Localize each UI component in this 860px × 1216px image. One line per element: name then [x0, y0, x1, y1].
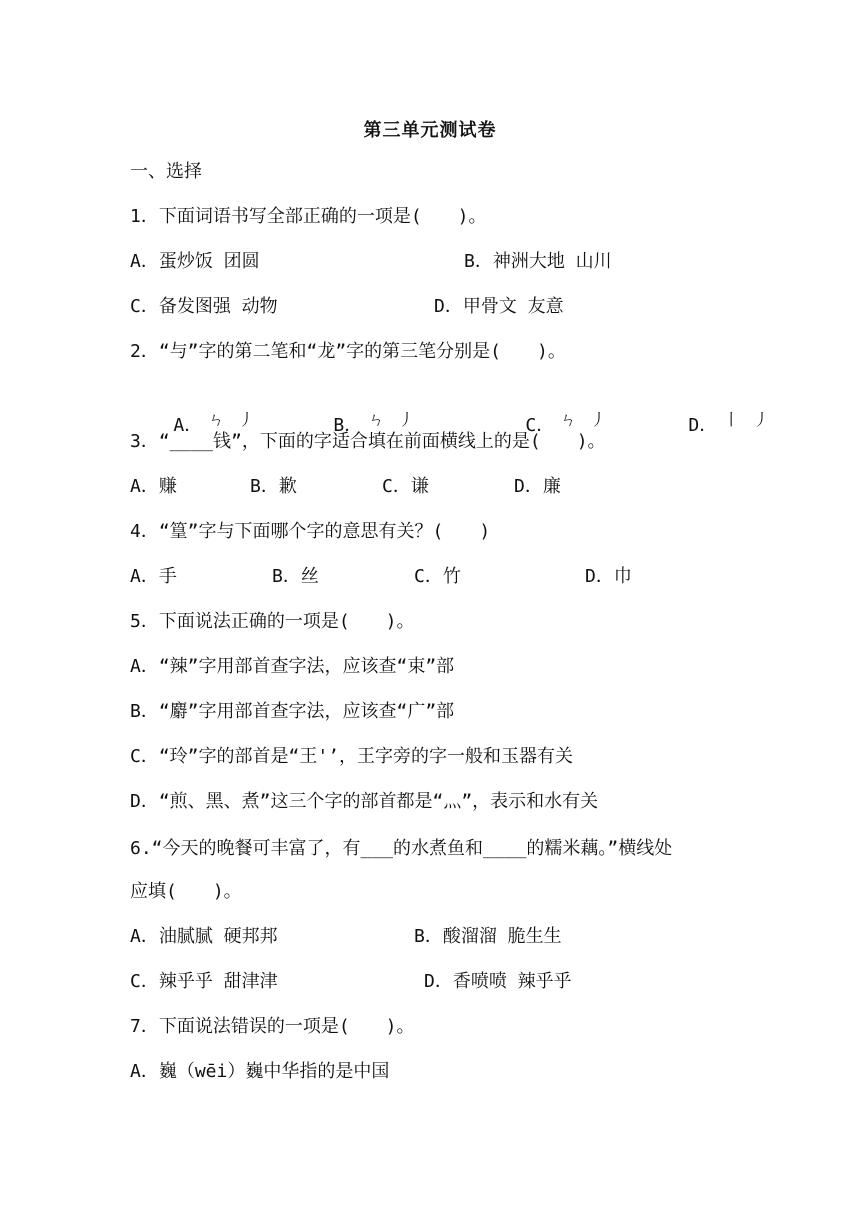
question-5-stem: 5．下面说法正确的一项是( )。: [130, 611, 415, 632]
question-4-stem: 4．“篁”字与下面哪个字的意思有关？( ): [130, 521, 491, 542]
stroke-glyph: ㄣ: [368, 410, 385, 429]
question-6-stem: 6.“今天的晚餐可丰富了，有___的水煮鱼和____的糯米藕。”横线处: [130, 838, 673, 859]
question-5-option-d: D．“煎、黑、煮”这三个字的部首都是“灬”，表示和水有关: [130, 791, 599, 812]
question-2-stem: 2．“与”字的第二笔和“龙”字的第三笔分别是( )。: [130, 341, 566, 362]
option-label: B．: [333, 415, 363, 436]
question-1-option-c: C．备发图强 动物: [130, 296, 278, 317]
question-5-option-c: C．“玲”字的部首是“王'’，王字旁的字一般和玉器有关: [130, 746, 574, 767]
stroke-glyph: 丨: [723, 410, 740, 429]
question-4-option-b: B．丝: [272, 566, 319, 587]
option-label: A．: [173, 415, 203, 436]
question-3-option-c: C．谦: [382, 476, 429, 497]
question-1-option-d: D．甲骨文 友意: [434, 296, 564, 317]
question-5-option-a: A．“辣”字用部首查字法，应该查“束”部: [130, 656, 455, 677]
section-heading: 一、选择: [130, 161, 202, 182]
question-5-option-b: B．“麝”字用部首查字法，应该查“广”部: [130, 701, 455, 722]
question-6-option-b: B．酸溜溜 脆生生: [414, 926, 562, 947]
question-4-option-c: C．竹: [414, 566, 461, 587]
option-label: C．: [525, 415, 555, 436]
question-3-stem: 3．“____钱”，下面的字适合填在前面横线上的是( )。: [130, 431, 606, 452]
question-6-option-c: C．辣乎乎 甜津津: [130, 971, 278, 992]
question-3-option-b: B．歉: [250, 476, 297, 497]
question-3-option-d: D．廉: [514, 476, 561, 497]
page-title: 第三单元测试卷: [363, 120, 497, 141]
question-1-stem: 1．下面词语书写全部正确的一项是( )。: [130, 206, 487, 227]
stroke-glyph: ㄣ: [208, 410, 225, 429]
question-4-option-a: A．手: [130, 566, 177, 587]
question-6-option-d: D．香喷喷 辣乎乎: [424, 971, 572, 992]
question-6-option-a: A．油腻腻 硬邦邦: [130, 926, 278, 947]
question-4-option-d: D．巾: [585, 566, 632, 587]
stroke-glyph: 丿: [238, 410, 255, 429]
stroke-glyph: ㄣ: [560, 410, 577, 429]
question-7-stem: 7．下面说法错误的一项是( )。: [130, 1016, 415, 1037]
question-1-option-a: A．蛋炒饭 团圆: [130, 251, 260, 272]
stroke-glyph: 丿: [398, 410, 415, 429]
question-6-stem-continued: 应填( )。: [130, 881, 242, 902]
question-7-option-a: A．巍（wēi）巍中华指的是中国: [130, 1061, 390, 1082]
question-3-option-a: A．赚: [130, 476, 177, 497]
stroke-glyph: 丿: [590, 410, 607, 429]
question-2-option-d: [645, 390, 769, 462]
option-label: D．: [688, 415, 718, 436]
stroke-glyph: 丿: [753, 410, 770, 429]
question-1-option-b: B．神洲大地 山川: [464, 251, 612, 272]
